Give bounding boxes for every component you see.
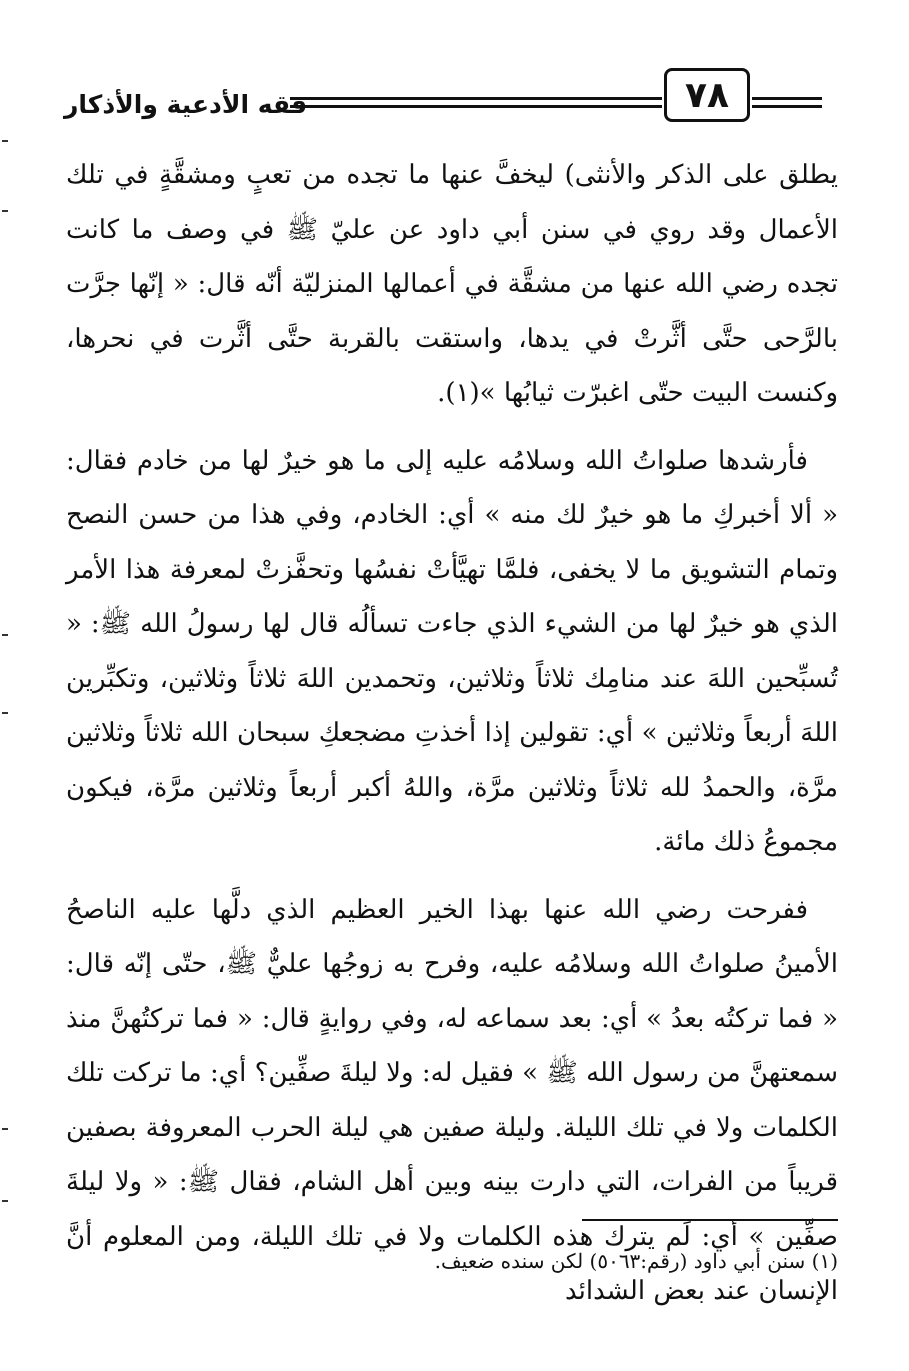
header-rule-right-top	[752, 97, 822, 100]
scan-edge-mark	[2, 712, 8, 714]
header-rule-left-top	[290, 97, 662, 100]
scan-edge-mark	[2, 634, 8, 636]
scan-edge-mark	[2, 1200, 8, 1202]
book-title: فقه الأدعية والأذكار	[64, 90, 308, 119]
page-number: ٧٨	[664, 68, 750, 122]
paragraph-2: فأرشدها صلواتُ الله وسلامُه عليه إلى ما هو خيرٌ لها من خادم فقال: « ألا أخبركِ ما هو خيرٌ لك منه » أي: الخادم، وفي هذا من حسن النصح وتمام التشويق ما لا يخفى، فلمَّا تهيَّأتْ نفسُها وتحفَّزتْ لمعرفة هذا الأمر الذي هو خيرٌ لها من الشيء الذي جاءت تسألُه قال لها رسولُ الله ﷺ: « تُسبِّحين اللهَ عند منامِك ثلاثاً وثلاثين، وتحمدين اللهَ ثلاثاً وثلاثين، وتكبِّرين اللهَ أربعاً وثلاثين » أي: تقولين إذا أخذتِ مضجعكِ سبحان الله ثلاثاً وثلاثين مرَّة، والحمدُ لله ثلاثاً وثلاثين مرَّة، واللهُ أكبر أربعاً وثلاثين مرَّة، فيكون مجموعُ ذلك مائة.	[66, 445, 838, 857]
scan-edge-mark	[2, 140, 8, 142]
header-rule-left-bottom	[290, 105, 662, 108]
scan-edge-mark	[2, 1128, 8, 1130]
paragraph-3: ففرحت رضي الله عنها بهذا الخير العظيم الذي دلَّها عليه الناصحُ الأمينُ صلواتُ الله وسلامُه عليه، وفرح به زوجُها عليٌّ ﷺ، حتّى إنّه قال: « فما تركتُه بعدُ » أي: بعد سماعه له، وفي روايةٍ قال: « فما تركتُهنَّ منذ سمعتهنَّ من رسول الله ﷺ » فقيل له: ولا ليلةَ صفِّين؟ أي: ما تركت تلك الكلمات ولا في تلك الليلة. وليلة صفين هي ليلة الحرب المعروفة بصفين قريباً من الفرات، التي دارت بينه وبين أهل الشام، فقال ﷺ: « ولا ليلةَ صفِّين » أي: لَم يترك هذه الكلمات ولا في تلك الليلة، ومن المعلوم أنَّ الإنسان عند بعض الشدائد	[66, 894, 838, 1306]
scan-edge-mark	[2, 210, 8, 212]
paragraph-1: يطلق على الذكر والأنثى) ليخفَّ عنها ما تجده من تعبٍ ومشقَّةٍ في تلك الأعمال وقد روي في سنن أبي داود عن عليّ ﷺ في وصف ما كانت تجده رضي الله عنها من مشقَّة في أعمالها المنزليّة أنّه قال: « إنّها جرَّت بالرَّحى حتَّى أثَّرتْ في يدها، واستقت بالقربة حتَّى أثَّرت في نحرها، وكنست البيت حتّى اغبرّت ثيابُها »(١).	[66, 160, 838, 408]
page-header	[56, 64, 822, 134]
footnote-divider	[582, 1219, 838, 1221]
body-text	[66, 148, 838, 1319]
footnote: (١) سنن أبي داود (رقم:٥٠٦٣) لكن سنده ضعيف.	[434, 1249, 838, 1273]
header-rule-right-bottom	[752, 105, 822, 108]
